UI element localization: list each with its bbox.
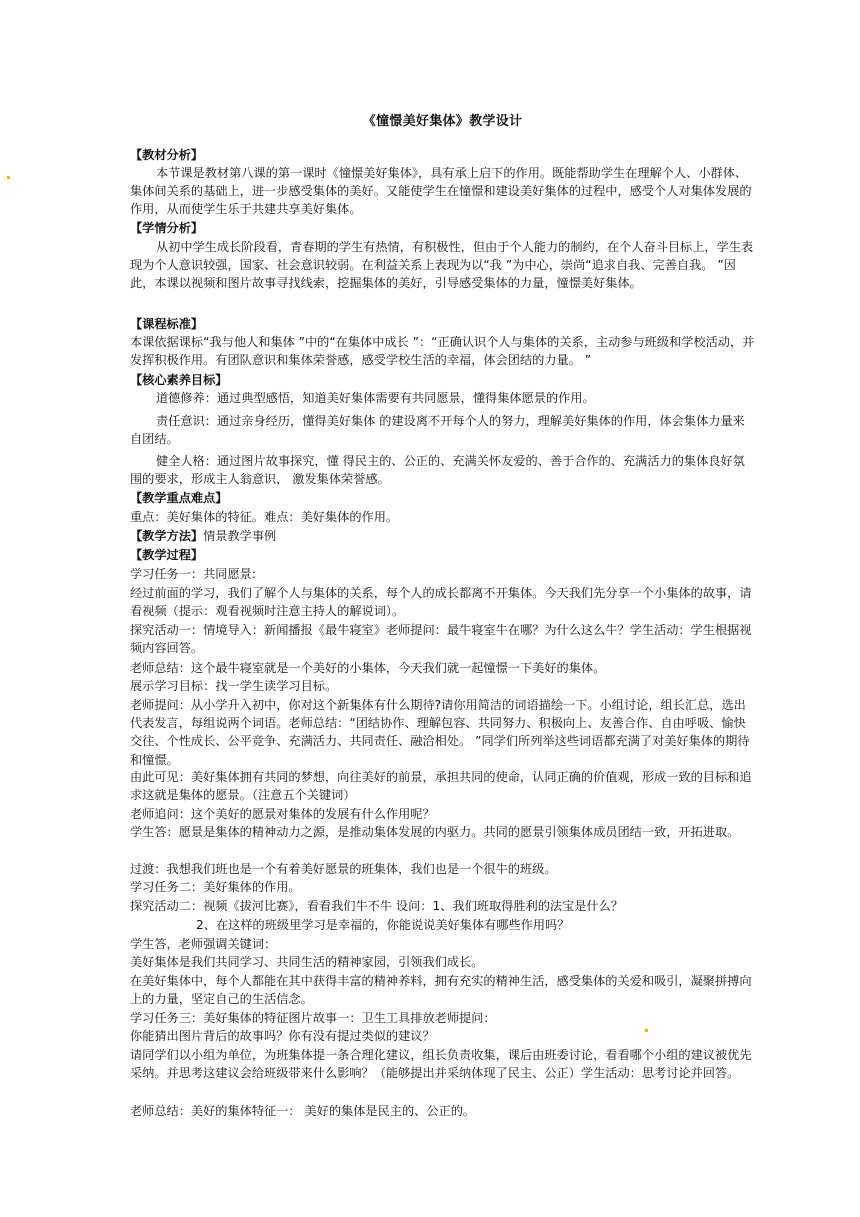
textbook-analysis-text: 本节课是教材第八课的第一课时《憧憬美好集体》，具有承上启下的作用。既能帮助学生在理解个人、小群体、集体间关系的基础上，进一步感受集体的美好。又能使学生在憧憬和建设美好集体的过程中，感受个人对集体发展的作用，从而使学生乐于共建共享美好集体。 xyxy=(130,166,752,217)
process-line-16: 在美好集体中，每个人都能在其中获得丰富的精神养料，拥有充实的精神生活，感受集体的关爱和吸引，凝聚拼搏向上的力量，坚定自己的生活信念。 xyxy=(130,974,752,1007)
process-line-15: 美好集体是我们共同学习、共同生活的精神家园，引领我们成长。 xyxy=(130,955,484,969)
teaching-method-line xyxy=(130,527,755,545)
process-line-4: 老师总结：这个最牛寝室就是一个美好的小集体，今天我们就一起憧憬一下美好的集体。 xyxy=(130,661,606,675)
process-line-17: 学习任务三：美好集体的特征图片故事一：卫生工具排放老师提问： xyxy=(130,1011,496,1025)
heading-core-literacy: 【核心素养目标】 xyxy=(130,373,228,387)
process-line-7: 由此可见：美好集体拥有共同的梦想，向往美好的前景，承担共同的使命，认同正确的价值观，形成一致的目标和追求这就是集体的愿景。（注意五个关键词） xyxy=(130,770,752,803)
key-points-text: 重点：美好集体的特征。难点：美好集体的作用。 xyxy=(130,510,399,524)
process-line-8: 老师追问：这个美好的愿景对集体的发展有什么作用呢？ xyxy=(130,807,435,821)
process-line-13: 2、在这样的班级里学习是幸福的，你能说说美好集体有哪些作用吗？ xyxy=(196,918,570,932)
margin-marker xyxy=(7,176,10,179)
core-literacy-personality: 健全人格：通过图片故事探究，懂 得民主的、公正的、充满关怀友爱的、善于合作的、充满活力的集体良好氛围的要求，形成主人翁意识， 激发集体荣誉感。 xyxy=(130,454,745,487)
heading-process: 【教学过程】 xyxy=(130,548,204,562)
process-line-19: 请同学们以小组为单位，为班集体提一条合理化建议，组长负责收集，课后由班委讨论，看看哪个小组的建议被优先采纳。并思考这建议会给班级带来什么影响？（能够提出并采纳体现了民主、公正）学生活动：思考讨论并回答。 xyxy=(130,1048,752,1081)
heading-key-points: 【教学重点难点】 xyxy=(130,491,228,505)
process-line-5: 展示学习目标：找一学生读学习目标。 xyxy=(130,679,338,693)
process-line-20: 老师总结：美好的集体特征一： 美好的集体是民主的、公正的。 xyxy=(130,1104,476,1118)
curriculum-standard-text: 本课依据课标“我与他人和集体 ”中的“在集体中成长 ”：“正确认识个人与集体的关系，主动参与班级和学校活动，并发挥积极作用。有团队意识和集体荣誉感，感受学校生活的幸福，体会团结的力量。 ” xyxy=(130,335,755,368)
process-line-2: 经过前面的学习，我们了解个人与集体的关系，每个人的成长都离不开集体。今天我们先分享一个小集体的故事，请看视频（提示：观看视频时注意主持人的解说词）。 xyxy=(130,586,752,619)
process-line-11: 学习任务二：美好集体的作用。 xyxy=(130,880,301,894)
document-title: 《憧憬美好集体》教学设计 xyxy=(362,114,523,129)
heading-curriculum-standard: 【课程标准】 xyxy=(130,317,204,331)
heading-method: 【教学方法】 xyxy=(130,529,204,543)
process-line-6: 老师提问：从小学升入初中，你对这个新集体有什么期待?请你用简洁的词语描绘一下。小组讨论，组长汇总，选出代表发言，每组说两个词语。老师总结：“团结协作、理解包容、共同努力、积极向上、友善合作、自由呼吸、愉快交往、个性成长、公平竞争、充满活力、共同责任、融洽相处。 ”同学们所列举这些词语都充满了对美好集体的期待和憧憬。 xyxy=(130,698,750,767)
process-line-9: 学生答：愿景是集体的精神动力之源，是推动集体发展的内驱力。共同的愿景引领集体成员团结一致，开拓进取。 xyxy=(130,825,740,839)
text-marker xyxy=(645,1029,648,1032)
student-analysis-text: 从初中学生成长阶段看，青春期的学生有热情，有积极性，但由于个人能力的制约，在个人奋斗目标上，学生表现为个人意识较强，国家、社会意识较弱。在利益关系上表现为以“我 ”为中心，崇尚“追求自我、完善自我。 ”因此，本课以视频和图片故事寻找线索，挖掘集体的美好，引导感受集体的力量，憧憬美好集体。 xyxy=(130,240,754,291)
heading-student-analysis: 【学情分析】 xyxy=(130,221,204,235)
heading-textbook-analysis: 【教材分析】 xyxy=(130,148,204,162)
process-line-1: 学习任务一：共同愿景: xyxy=(130,567,256,581)
process-line-10: 过渡：我想我们班也是一个有着美好愿景的班集体，我们也是一个很牛的班级。 xyxy=(130,862,557,876)
core-literacy-moral: 道德修养：通过典型感悟，知道美好集体需要有共同愿景，懂得集体愿景的作用。 xyxy=(156,391,595,405)
core-literacy-responsibility: 责任意识：通过亲身经历，懂得美好集体 的建设离不开每个人的努力，理解美好集体的作用，体会集体力量来自团结。 xyxy=(130,414,745,447)
process-line-14: 学生答，老师强调关键词： xyxy=(130,937,277,951)
process-line-12: 探究活动二：视频《拔河比赛》，看看我们牛不牛 设问：1、我们班取得胜利的法宝是什么？ xyxy=(130,899,624,913)
teaching-method-text: 情景教学事例 xyxy=(203,529,277,543)
process-line-18: 你能猜出图片背后的故事吗？你有没有提过类似的建议？ xyxy=(130,1029,435,1043)
process-line-3: 探究活动一：情境导入：新闻播报《最牛寝室》老师提问：最牛寝室牛在哪？为什么这么牛？学生活动：学生根据视频内容回答。 xyxy=(130,623,752,656)
